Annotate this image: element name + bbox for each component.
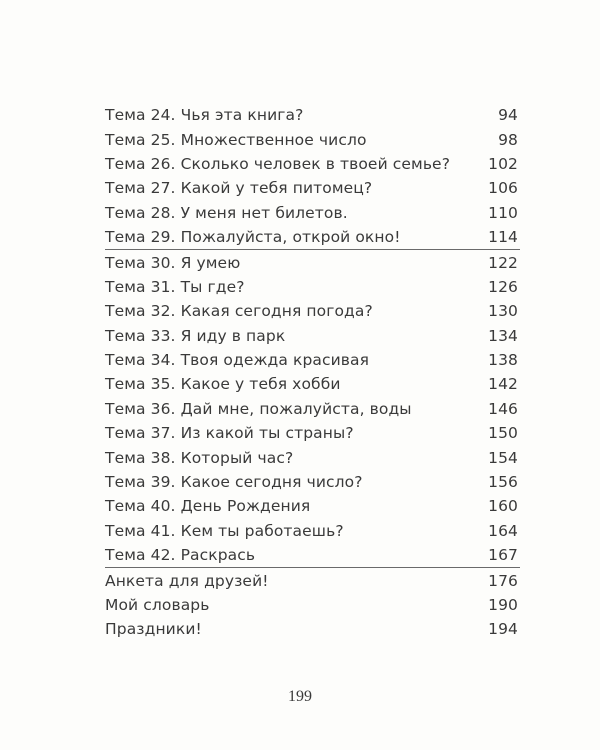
toc-row[interactable] [105, 445, 520, 469]
toc-row[interactable] [105, 152, 520, 176]
toc-row[interactable] [105, 299, 520, 323]
toc-entry-page: 167 [488, 546, 518, 565]
toc-row[interactable] [105, 103, 520, 127]
toc-entry-title: Тема 31. Ты где? [105, 277, 245, 296]
toc-row[interactable] [105, 494, 520, 518]
toc-row[interactable] [105, 372, 520, 396]
toc-entry-page: 160 [488, 497, 518, 516]
toc-entry-title: Тема 27. Какой у тебя питомец? [105, 179, 373, 198]
toc-row[interactable] [105, 543, 520, 567]
toc-row[interactable] [105, 201, 520, 225]
table-of-contents [105, 103, 520, 642]
toc-row[interactable] [105, 176, 520, 200]
toc-entry-title: Тема 41. Кем ты работаешь? [105, 521, 344, 540]
toc-entry-page: 138 [488, 351, 518, 370]
toc-entry-title: Тема 36. Дай мне, пожалуйста, воды [105, 399, 412, 418]
toc-group-3 [105, 568, 520, 641]
toc-entry-title: Тема 32. Какая сегодня погода? [105, 302, 373, 321]
toc-entry-page: 126 [488, 277, 518, 296]
toc-entry-page: 154 [488, 448, 518, 467]
toc-entry-page: 130 [488, 302, 518, 321]
toc-row[interactable] [105, 225, 520, 249]
toc-entry-page: 176 [488, 571, 518, 590]
toc-entry-title: Тема 40. День Рождения [105, 497, 311, 516]
toc-row[interactable] [105, 324, 520, 348]
page-number: 199 [288, 688, 312, 705]
toc-row[interactable] [105, 397, 520, 421]
toc-entry-page: 122 [488, 253, 518, 272]
toc-entry-page: 94 [498, 106, 518, 125]
toc-row[interactable] [105, 421, 520, 445]
toc-row[interactable] [105, 275, 520, 299]
toc-entry-title: Тема 33. Я иду в парк [105, 326, 286, 345]
toc-entry-title: Тема 39. Какое сегодня число? [105, 473, 363, 492]
toc-entry-page: 194 [488, 620, 518, 639]
toc-entry-title: Тема 38. Который час? [105, 448, 294, 467]
toc-entry-title: Тема 29. Пожалуйста, открой окно! [105, 228, 401, 247]
toc-entry-page: 150 [488, 424, 518, 443]
toc-entry-title: Мой словарь [105, 596, 210, 614]
toc-entry-title: Тема 37. Из какой ты страны? [105, 424, 354, 443]
toc-entry-title: Тема 26. Сколько человек в твоей семье? [105, 154, 451, 173]
toc-entry-page: 102 [488, 154, 518, 173]
toc-row[interactable] [105, 470, 520, 494]
toc-row[interactable] [105, 348, 520, 372]
toc-entry-page: 146 [488, 399, 518, 418]
toc-entry-page: 106 [488, 179, 518, 198]
toc-entry-title: Тема 34. Твоя одежда красивая [105, 351, 370, 370]
toc-entry-title: Тема 28. У меня нет билетов. [105, 203, 348, 222]
toc-entry-page: 142 [488, 375, 518, 394]
toc-entry-page: 114 [488, 228, 518, 247]
toc-entry-title: Тема 35. Какое у тебя хобби [105, 375, 341, 394]
toc-group-2 [105, 250, 520, 568]
toc-entry-page: 110 [488, 203, 518, 222]
toc-entry-title: Тема 24. Чья эта книга? [105, 106, 304, 125]
toc-row[interactable] [105, 617, 520, 641]
toc-entry-page: 190 [488, 596, 518, 614]
toc-row[interactable] [105, 250, 520, 274]
toc-row[interactable] [105, 568, 520, 592]
toc-entry-title: Анкета для друзей! [105, 571, 269, 590]
toc-entry-title: Тема 42. Раскрась [105, 546, 256, 565]
toc-entry-page: 98 [498, 130, 518, 149]
toc-entry-title: Тема 30. Я умею [105, 253, 241, 272]
toc-row[interactable] [105, 519, 520, 543]
toc-row[interactable] [105, 127, 520, 151]
toc-row[interactable] [105, 593, 520, 617]
toc-entry-page: 134 [488, 326, 518, 345]
toc-entry-page: 156 [488, 473, 518, 492]
toc-entry-title: Праздники! [105, 620, 202, 639]
toc-entry-title: Тема 25. Множественное число [105, 130, 367, 149]
toc-group-1 [105, 103, 520, 250]
toc-entry-page: 164 [488, 521, 518, 540]
